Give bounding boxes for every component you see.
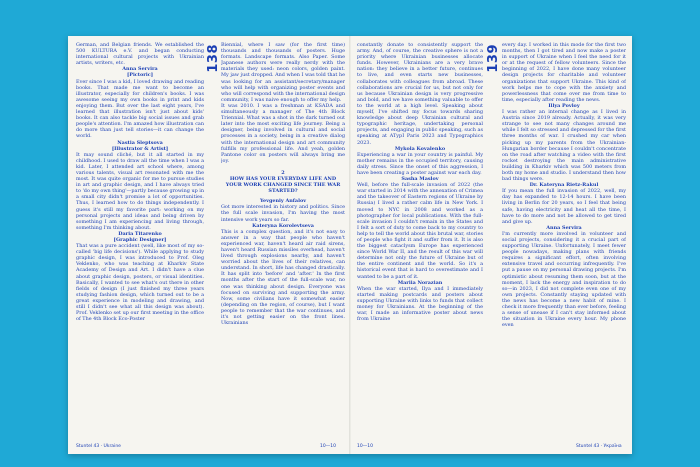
respondent-name: Daria Titarenko <box>118 230 162 237</box>
respondent-role: [Pictoric] <box>126 72 154 79</box>
right-footer-title: Stuntel 43 · Україна <box>576 444 622 449</box>
paragraph: Experiencing a war in your country is painful. My mother remains in the occupied territory, causing daily stress. Since the onset of this aggression, I have been creating a poster against war each day. <box>357 151 483 176</box>
magazine-spread <box>68 36 632 454</box>
left-page-number: 138 <box>206 44 221 73</box>
left-footer-pages: 10—10 <box>320 444 336 449</box>
paragraph: That was a pure accident (well, like most of my so-called 'big life decisions'). While applying to study graphic design, I was introduced to Prof. Oleg Veklenko, who was teaching at Kharkiv State Academy of Design and Art. I didn't have a clue about graphic design, posters, or visual identities. Basically, I wanted to see what's out there in other fields of design (I just finished my three years studying fashion design, which turned out to be a great experience in modeling and drawing, and still I didn't see what all this design was about). Prof. Veklenko set up our first meeting in the office of The 4th Block Eco-Poster <box>76 243 204 323</box>
respondent-name: Kateryna Korolevtseva <box>252 222 314 229</box>
left-footer-title: Stuntel 43 · Ukraine <box>76 444 121 449</box>
respondent-name: Anna Servira <box>122 66 158 73</box>
spread-gutter <box>349 36 351 454</box>
paragraph: constantly donate to consistently support the army. And, of course, the creative sphere is not a priority where Ukrainian businesses allocate funds. However, Ukrainians are a very brave nation: they believe in a better future, continues to live, and even starts new businesses, collaborates with colleagues from abroad. These collaborations are crucial for us, but not only for us because Ukrainian design is very progressive and bold, and we have something valuable to offer to the world at a high level. Speaking about myself, I've shifted my focus towards sharing knowledge about deep Ukrainian cultural and typographic heritage, undertaking personal projects, and engaging in public speaking, such as speaking at ATypI Paris 2023 and Typographics 2023. <box>357 42 483 146</box>
respondent-name: Sasha Maslov <box>401 176 439 183</box>
right-page-column-2 <box>502 42 626 446</box>
paragraph: I was rather an internal change as I lived in Austria since 2019 already. Actually, it was very strange to see not many changes around me while I felt so stressed and depressed for the first three months of war. I crushed my car when picking up my parents from the Ukrainian-Hungarian border because I couldn't concentrate on the road after watching a video with the first rocket destroying the main administrative building in Kharkiv which was 500 meters from both my home and studio. I understand then how bad things were. <box>502 109 626 183</box>
respondent-name: Nastia Sleptsova <box>117 139 163 146</box>
paragraph: I'm currently more involved in volunteer and social projects, considering it a crucial part of supporting Ukraine. Unfortunately, I meet fewer people nowadays, making plans with friends requires a significant effort, often involving extensive travel and occurring infrequently. I've put a pause on my personal drawing projects. I'm optimistic about resuming them soon, but at the moment, I lack the energy and inspiration to do so—in 2023, I did not complete even one of my own projects. Constantly staying updated with the news has become a new habit of mine. I check it more frequently than ever before, feeling a sense of unease if I can't stay informed about the situation in Ukraine every hour. My phone even <box>502 230 626 329</box>
right-footer-pages: 10—10 <box>357 444 373 449</box>
question-heading: 2 HOW HAS YOUR EVERYDAY LIFE AND YOUR WORK CHANGED SINCE THE WAR STARTED? <box>225 169 341 195</box>
left-page-column-2 <box>221 42 345 446</box>
paragraph: Got more interested in history and politics. Since the full scale invasion, I'm having the most intensive work years so far. <box>221 204 345 223</box>
respondent-name: Mykola Kovalenko <box>394 145 446 152</box>
respondent-role: [Graphic Designer] <box>113 237 167 243</box>
paragraph: German, and Belgian friends. We established the 500 KULTURA e.V. and began conducting international cultural projects with Ukrainian artists, writers, etc. <box>76 42 204 67</box>
respondent-name: Mariia Norazian <box>397 279 443 286</box>
paragraph: When the war started, Ilya and I immediately started making postcards and posters about supporting Ukraine with links to funds that collect money for Ukrainians. At the beginning of the war, I made an informative poster about news from Ukraine <box>357 285 483 323</box>
respondent-name: Dr. Kateryna Rietz-Rakul <box>529 182 599 189</box>
paragraph: It was 2010. I was a freshman at KSADA and simultaneously a manager of The 4th Block Triennial. What was a shot in the dark turned out later into the most exciting life journey. Being a designer, being involved in cultural and social processes in a society, being in a creative dialog with the international design and art community fulfills my professional life. And yeah, golden Pantone color on posters will always bring me joy. <box>221 102 345 164</box>
paragraph: Biennial, where I saw (for the first time) thousands and thousands of posters. Huge formats. Landscape formats. Also Paper. Some Japanese authors were really nerdy with the materials they used: neon colors, golden paint. My jaw just dropped. And when I was told that he was looking for an assistant/secretary/manager who will help with organizing poster events and who will correspond with the international design community, I was naive enough to offer my help. <box>221 42 345 103</box>
paragraph: This is a complex question, and it's not easy to answer in a way that people who haven't experienced war, haven't heard air raid sirens, haven't heard Russian missiles overhead, haven't lived through explosions nearby, and haven't worried about the lives of their relatives, can understand. In short, life has changed drastically. It has split into 'before' and 'after.' In the first months after the start of the full-scale war, no one was thinking about design. Everyone was focused on surviving and supporting the army. Now, some civilians have it somewhat easier (depending on the region, of course), but I want people to remember that the war continues, and it's not getting easier on the front lines. Ukrainians <box>221 228 345 327</box>
respondent-name: Yevgeniy Anfalov <box>259 198 307 205</box>
paragraph: It may sound cliché, but it all started in my childhood. I used to draw all the time when I was a kid. Later, I attended art school where, among various talents, visual art resonated with me the most. It was quite organic for me to pursue studies in art and graphic design, and I have always tried to 'do my own thing'—partly because growing up in a small city didn't promise a lot of opportunities. Thus, I learned how to do things independently. I guess it's still my favorite part: working on my personal projects and ideas and being driven by something I am experiencing and living through, something I'm thinking about. <box>76 151 204 231</box>
left-page-column-1 <box>76 42 204 446</box>
respondent-name: Anna Servira <box>546 224 582 231</box>
paragraph: Well, before the full-scale invasion of 2022 (the war started in 2014 with the annexation of Crimea and the takeover of Eastern regions of Ukraine by Russia) I lived a rather calm life in New York. I moved to NYC in 2008 and worked as a photographer for local publications. With the full-scale invasion I couldn't remain in the States and I felt a sort of duty to come back to my country to help to tell the world about this brutal war, stories of people who fight it and suffer from it. It is also the biggest cataclysm Europe has experienced since World War II, and the result of this war will determine not only the future of Ukraine but of the entire continent and the world. So it's a historical event that is hard to overestimate and I wanted to be a part of it. <box>357 182 483 280</box>
paragraph: If you mean the full invasion of 2022, well, my day has expanded to 12-14 hours. I have been living in Berlin for 20 years, so I feel that being safe, having electricity and heat all the time, I have to do more and not be allowed to get tired and give up. <box>502 188 626 225</box>
paragraph: every day. I worked in this mode for the first two months, then I got tired and now make a poster in support of Ukraine when I feel the need for it or at the request of fellow volunteers. Since the beginning of 2022, I have done many volunteer design projects for charitable and volunteer organizations that support Ukraine. This kind of work helps me to cope with the anxiety and powerlessness that come over me from time to time, especially after reading the news. <box>502 42 626 103</box>
respondent-role: [Illustrator & Artist] <box>111 145 169 152</box>
right-page-number: 139 <box>486 44 501 73</box>
right-page-column-1 <box>357 42 483 446</box>
paragraph: Ever since I was a kid, I loved drawing and reading books. That made me want to become an illustrator, especially for children's books. I was awesome seeing my own books in print and kids enjoying them. But over the last eight years, I've learned that illustration isn't just about kids' books. It can also tackle big social issues and grab people's attention. I'm amazed how illustration can do more than just tell stories—it can change the world. <box>76 78 204 140</box>
respondent-name: Illya Povloy <box>548 102 580 109</box>
